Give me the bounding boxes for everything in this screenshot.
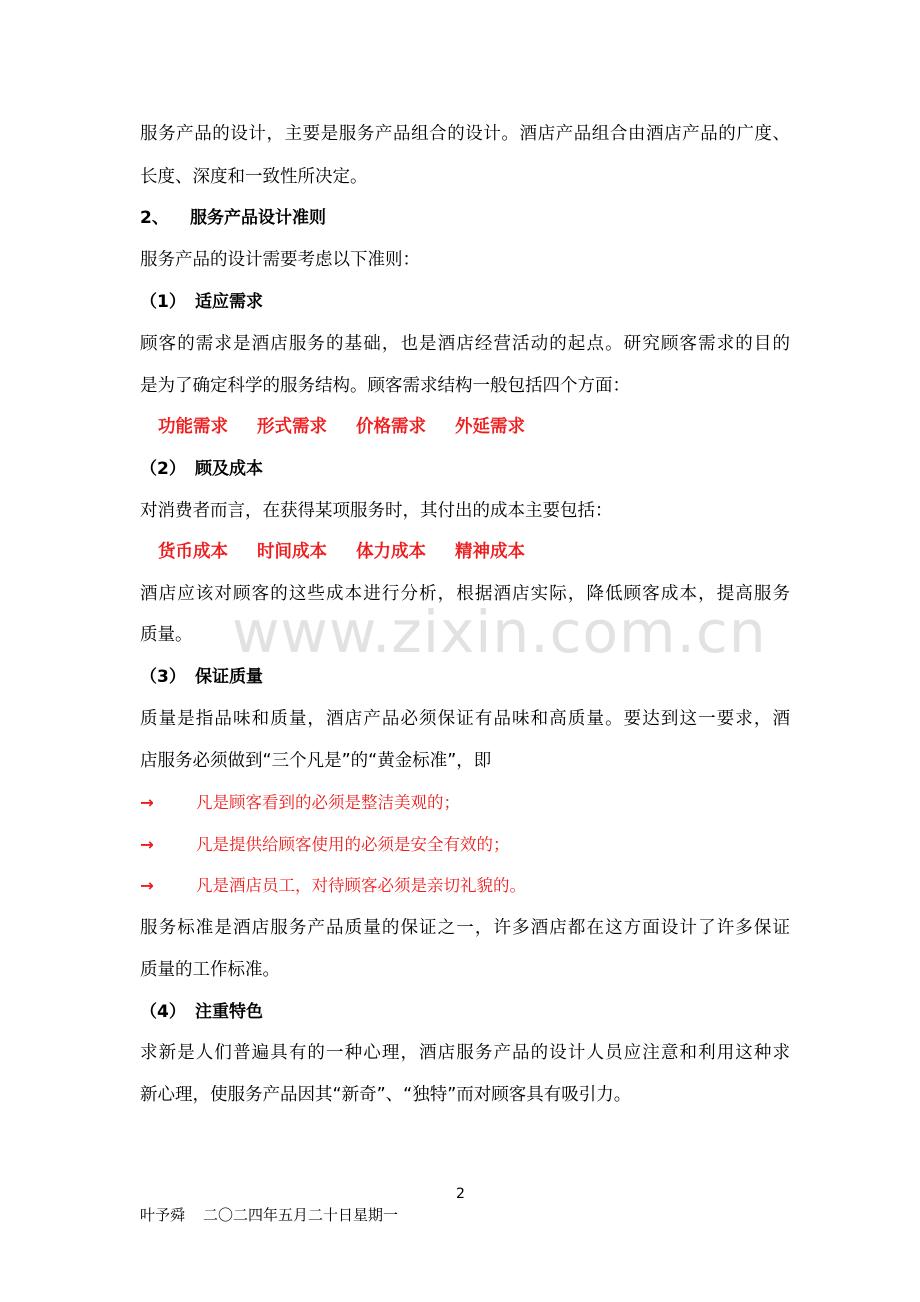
paragraph-line: 质量是指品味和质量，酒店产品必须保证有品味和高质量。要达到这一要求，酒 <box>140 709 790 729</box>
subsection-number: （4） <box>140 1002 186 1022</box>
paragraph-line: 服务产品的设计需要考虑以下准则： <box>140 250 420 270</box>
footer-date: 二〇二四年五月二十日星期一 <box>203 1206 399 1224</box>
cost-item: 时间成本 <box>257 542 327 562</box>
paragraph-line: 质量的工作标准。 <box>140 960 280 980</box>
subsection-title: 注重特色 <box>195 1002 263 1022</box>
cost-item: 精神成本 <box>455 542 525 562</box>
section-heading <box>140 205 326 231</box>
paragraph-line: 服务标准是酒店服务产品质量的保证之一，许多酒店都在这方面设计了许多保证 <box>140 918 790 938</box>
demand-list <box>158 414 554 440</box>
paragraph-line: 酒店应该对顾客的这些成本进行分析，根据酒店实际，降低顾客成本，提高服务 <box>140 584 790 604</box>
golden-standard-text: 凡是顾客看到的必须是整洁美观的； <box>196 793 460 812</box>
section-number: 2、 <box>140 208 169 228</box>
subsection-heading <box>140 999 263 1025</box>
subsection-heading <box>140 289 263 315</box>
cost-item: 体力成本 <box>356 542 426 562</box>
arrow-right-icon: → <box>140 876 154 895</box>
subsection-number: （2） <box>140 459 186 479</box>
subsection-title: 适应需求 <box>195 292 263 312</box>
paragraph-line: 新心理，使服务产品因其“新奇”、“独特”而对顾客具有吸引力。 <box>140 1085 632 1105</box>
paragraph-line: 服务产品的设计，主要是服务产品组合的设计。酒店产品组合由酒店产品的广度、 <box>140 124 790 144</box>
demand-item: 价格需求 <box>356 417 426 437</box>
golden-standard-item <box>140 873 526 899</box>
footer <box>140 1204 398 1225</box>
paragraph-line: 长度、深度和一致性所决定。 <box>140 167 368 187</box>
cost-item: 货币成本 <box>158 542 228 562</box>
subsection-number: （3） <box>140 667 186 687</box>
paragraph-line: 店服务必须做到“三个凡是”的“黄金标准”，即 <box>140 751 492 771</box>
golden-standard-item <box>140 790 460 816</box>
subsection-heading <box>140 664 263 690</box>
page-number: 2 <box>456 1186 465 1202</box>
demand-item: 外延需求 <box>455 417 525 437</box>
paragraph-line: 顾客的需求是酒店服务的基础，也是酒店经营活动的起点。研究顾客需求的目的 <box>140 334 790 354</box>
golden-standard-text: 凡是酒店员工，对待顾客必须是亲切礼貌的。 <box>196 876 526 895</box>
subsection-title: 顾及成本 <box>195 459 263 479</box>
watermark: www.zixin.com.cn <box>232 598 767 666</box>
subsection-number: （1） <box>140 292 186 312</box>
arrow-right-icon: → <box>140 835 154 854</box>
cost-list <box>158 539 554 565</box>
subsection-title: 保证质量 <box>195 667 263 687</box>
demand-item: 形式需求 <box>257 417 327 437</box>
paragraph-line: 求新是人们普遍具有的一种心理，酒店服务产品的设计人员应注意和利用这种求 <box>140 1043 790 1063</box>
footer-author: 叶予舜 <box>140 1206 186 1224</box>
subsection-heading <box>140 456 263 482</box>
section-title: 服务产品设计准则 <box>190 208 326 228</box>
demand-item: 功能需求 <box>158 417 228 437</box>
paragraph-line: 质量。 <box>140 625 193 645</box>
golden-standard-item <box>140 832 510 858</box>
paragraph-line: 是为了确定科学的服务结构。顾客需求结构一般包括四个方面： <box>140 376 630 396</box>
golden-standard-text: 凡是提供给顾客使用的必须是安全有效的； <box>196 835 510 854</box>
paragraph-line: 对消费者而言，在获得某项服务时，其付出的成本主要包括： <box>140 501 613 521</box>
arrow-right-icon: → <box>140 793 154 812</box>
